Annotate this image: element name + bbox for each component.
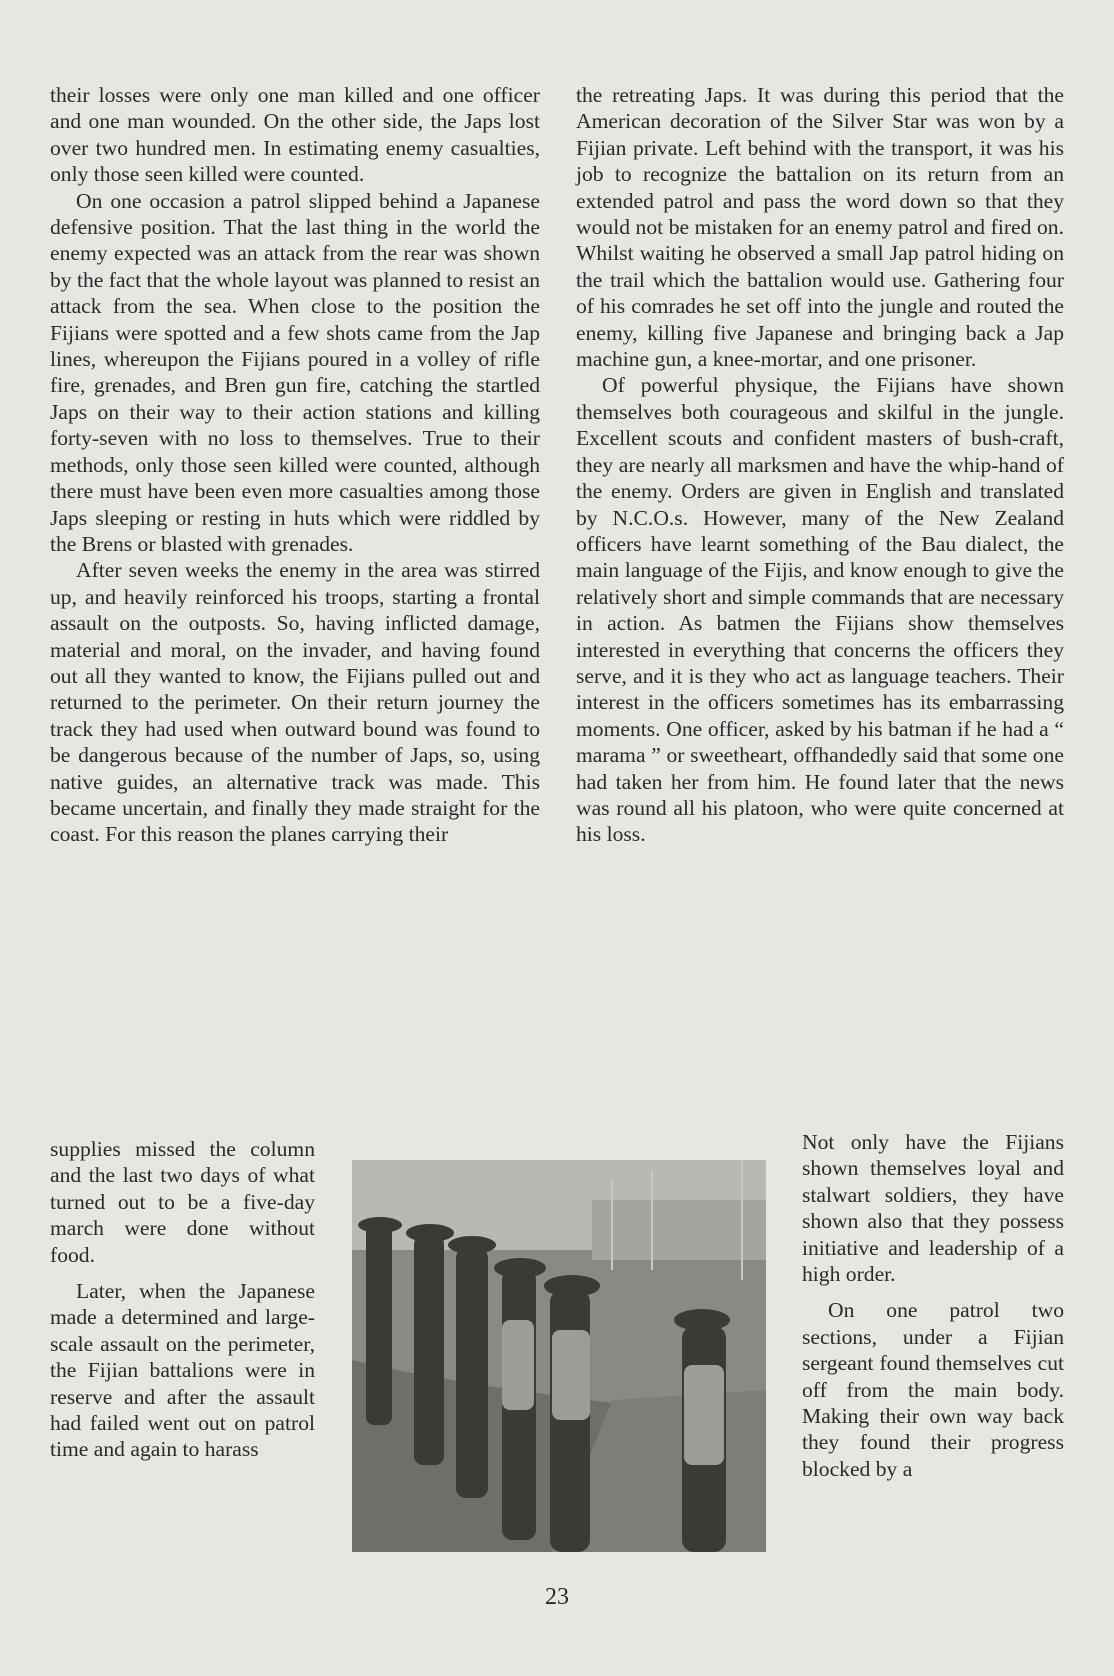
- paragraph: On one occasion a patrol slipped behind a Japanese defensive position. That the last thing in the world the enemy expected was an attack from the rear was shown by the fact that the whole layout was planned to resist an attack from the sea. When close to the position the Fijians were spotted and a few shots came from the Jap lines, whereupon the Fijians poured in a volley of rifle fire, grenades, and Bren gun fire, catching the startled Japs on their way to their action stations and killing forty-seven with no loss to themselves. True to their methods, only those seen killed were counted, although there must have been even more casualties among those Japs sleeping or resting in huts which were riddled by the Brens or blasted with grenades.: [50, 188, 540, 556]
- right-column-top: [576, 82, 1064, 848]
- paragraph: Later, when the Japanese made a determined and large-scale assault on the perimeter, the Fijian battalions were in reserve and after the assault had failed went out on patrol time and again to harass: [50, 1279, 315, 1462]
- paragraph: the retreating Japs. It was during this period that the American decoration of the Silver Star was won by a Fijian private. Left behind with the transport, it was his job to recognize the battalion on its return from an extended patrol and pass the word down so that they would not be mistaken for an enemy patrol and fired on. Whilst waiting he observed a small Jap patrol hiding on the trail which the battalion would use. Gathering four of his comrades he set off into the jungle and routed the enemy, killing five Japanese and bringing back a Jap machine gun, a knee-mortar, and one prisoner.: [576, 83, 1064, 372]
- paragraph: their losses were only one man killed and one officer and one man wounded. On the other side, the Japs lost over two hundred men. In estimating enemy casualties, only those seen killed were counted.: [50, 83, 540, 187]
- left-column-top: [50, 82, 540, 848]
- paragraph: Of powerful physique, the Fijians have shown themselves both courageous and skilful in the jungle. Excellent scouts and confident masters of bush-craft, they are nearly all marksmen and have the whip-hand of the enemy. Orders are given in English and translated by N.C.O.s. However, many of the New Zealand officers have learnt something of the Bau dialect, the main language of the Fijis, and know enough to give the relatively short and simple commands that are necessary in action. As batmen the Fijians show themselves interested in everything that concerns the officers they serve, and it is they who act as language teachers. Their interest in the officers sometimes has its embarrassing moments. One officer, asked by his batman if he had a “ marama ” or sweetheart, offhandedly said that some one had taken her from him. He found later that the news was round all his platoon, who were quite concerned at his loss.: [576, 373, 1064, 847]
- paragraph: supplies missed the column and the last two days of what turned out to be a five-day march were done without food.: [50, 1137, 315, 1267]
- page-number: 23: [545, 1584, 569, 1610]
- paragraph: On one patrol two sections, under a Fijian sergeant found themselves cut off from the main body. Making their own way back they found their progress blocked by a: [802, 1298, 1064, 1481]
- left-column-bottom: [50, 1136, 315, 1463]
- paragraph: Not only have the Fijians shown themselves loyal and stalwart soldiers, they have shown also that they possess initiative and leadership of a high order.: [802, 1130, 1064, 1287]
- paragraph: After seven weeks the enemy in the area was stirred up, and heavily reinforced his troops, starting a frontal assault on the outposts. So, having inflicted damage, material and moral, on the invader, and having found out all they wanted to know, the Fijians pulled out and returned to the perimeter. On their return journey the track they had used when outward bound was found to be dangerous because of the number of Japs, so, using native guides, an alternative track was made. This became uncertain, and finally they made straight for the coast. For this reason the planes carrying their: [50, 558, 540, 847]
- right-column-bottom: [802, 1129, 1064, 1482]
- photograph-image: [352, 1160, 766, 1552]
- soldiers-photograph: [352, 1160, 766, 1552]
